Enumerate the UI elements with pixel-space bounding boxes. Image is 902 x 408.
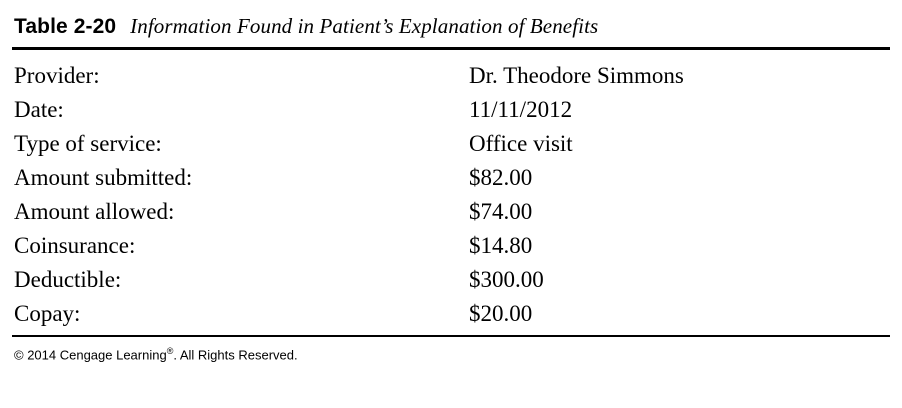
row-value: Dr. Theodore Simmons xyxy=(469,63,684,88)
table-row xyxy=(14,234,890,257)
registered-mark-icon: ® xyxy=(166,346,174,356)
row-label: Provider: xyxy=(14,63,100,88)
table-body xyxy=(12,50,890,335)
table-row xyxy=(14,166,890,189)
row-value: $82.00 xyxy=(469,165,533,190)
row-label: Deductible: xyxy=(14,267,122,292)
row-value: $20.00 xyxy=(469,301,533,326)
row-value: $300.00 xyxy=(469,267,544,292)
table-row xyxy=(14,268,890,291)
row-label: Copay: xyxy=(14,301,81,326)
table-title: Information Found in Patient’s Explanation of Benefits xyxy=(130,14,599,38)
row-value: 11/11/2012 xyxy=(469,97,573,122)
copyright-suffix: . All Rights Reserved. xyxy=(173,347,298,363)
row-value: $74.00 xyxy=(469,199,533,224)
copyright-prefix: © 2014 Cengage Learning xyxy=(14,347,167,363)
row-label: Coinsurance: xyxy=(14,233,136,258)
row-label: Amount submitted: xyxy=(14,165,193,190)
table-row xyxy=(14,98,890,121)
row-value: Office visit xyxy=(469,131,573,156)
table-row xyxy=(14,302,890,325)
copyright-footnote xyxy=(12,337,890,362)
table-row xyxy=(14,64,890,87)
row-label: Amount allowed: xyxy=(14,199,175,224)
table-row xyxy=(14,200,890,223)
table-caption xyxy=(12,0,890,47)
table-number-label: Table 2-20 xyxy=(14,15,117,38)
table-row xyxy=(14,132,890,155)
row-label: Type of service: xyxy=(14,131,162,156)
row-label: Date: xyxy=(14,97,64,122)
row-value: $14.80 xyxy=(469,233,533,258)
